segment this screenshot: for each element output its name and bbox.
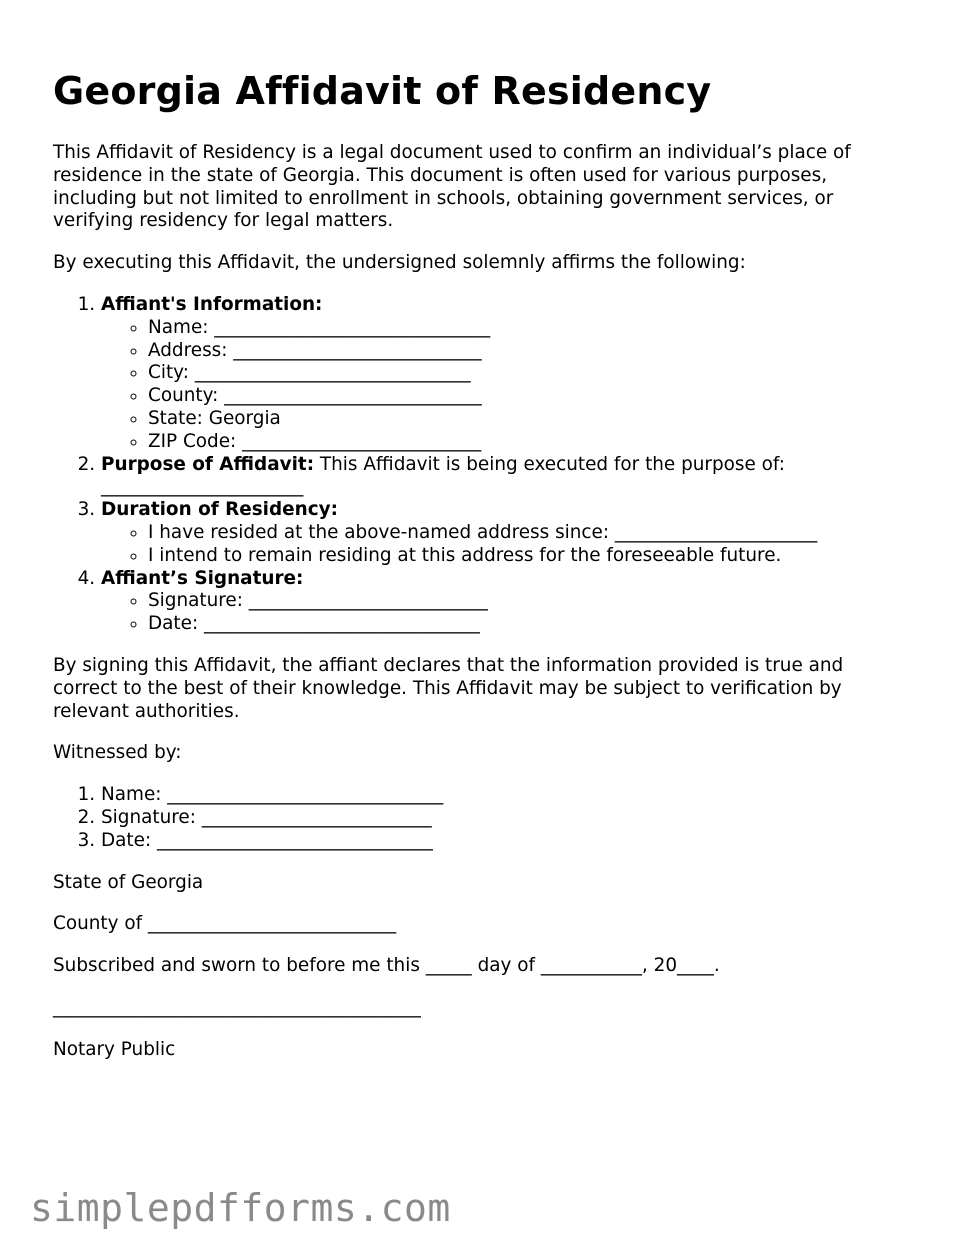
field-city: ◦ City: ______________________________ [148,362,913,385]
page-title: Georgia Affidavit of Residency [53,69,712,113]
field-zip: ◦ ZIP Code: __________________________ [148,431,913,454]
intro-paragraph: This Affidavit of Residency is a legal document used to confirm an individual’s place of residence in the state of Georgia. This document is often used for various purposes, including but not limited to enrollment in schools, obtaining government services, or verifying residency for legal matters. [53,142,851,232]
section-purpose [101,454,913,500]
notary-label: Notary Public [53,1038,176,1060]
section-duration [101,499,913,567]
field-date: ◦ Date: ______________________________ [148,613,913,636]
intent-statement: ◦ I intend to remain residing at this address for the foreseeable future. [148,545,913,568]
field-state: ◦ State: Georgia [148,408,913,431]
notary-signature-line: ________________________________________ [53,996,421,1018]
field-county: ◦ County: ____________________________ [148,385,913,408]
section-heading: Duration of Residency: [101,499,338,521]
witnessed-by-label: Witnessed by: [53,742,182,764]
subscribed-line: Subscribed and sworn to before me this _____ day of ___________, 20____. [53,955,720,977]
duration-list [101,522,913,568]
field-address: ◦ Address: ___________________________ [148,340,913,363]
affirm-paragraph: By executing this Affidavit, the undersigned solemnly affirms the following: [53,252,746,274]
field-name: ◦ Name: ______________________________ [148,317,913,340]
witness-list [53,784,913,852]
witness-date: 3. Date: ______________________________ [101,830,913,853]
purpose-text: This Affidavit is being executed for the purpose of: [314,453,785,475]
signature-list [101,590,913,636]
county-line: County of ___________________________ [53,913,397,935]
witness-signature: 2. Signature: _________________________ [101,807,913,830]
field-resided-since: ◦ I have resided at the above-named address since: ______________________ [148,522,913,545]
witness-name: 1. Name: ______________________________ [101,784,913,807]
section-heading: Affiant’s Signature: [101,567,304,589]
section-signature [101,568,913,636]
purpose-blank: ______________________ [101,476,304,498]
state-line: State of Georgia [53,871,204,893]
site-watermark: simplepdfforms.com [30,1186,451,1230]
field-signature: ◦ Signature: __________________________ [148,590,913,613]
affiant-info-list [101,317,913,454]
document-page [53,66,913,1081]
affidavit-sections [53,294,913,636]
section-affiant-info [101,294,913,454]
declaration-paragraph: By signing this Affidavit, the affiant declares that the information provided is true and correct to the best of their knowledge. This Affidavit may be subject to verification by relevant authorities. [53,654,844,722]
section-heading: Purpose of Affidavit: [101,453,315,475]
section-heading: Affiant's Information: [101,293,323,315]
